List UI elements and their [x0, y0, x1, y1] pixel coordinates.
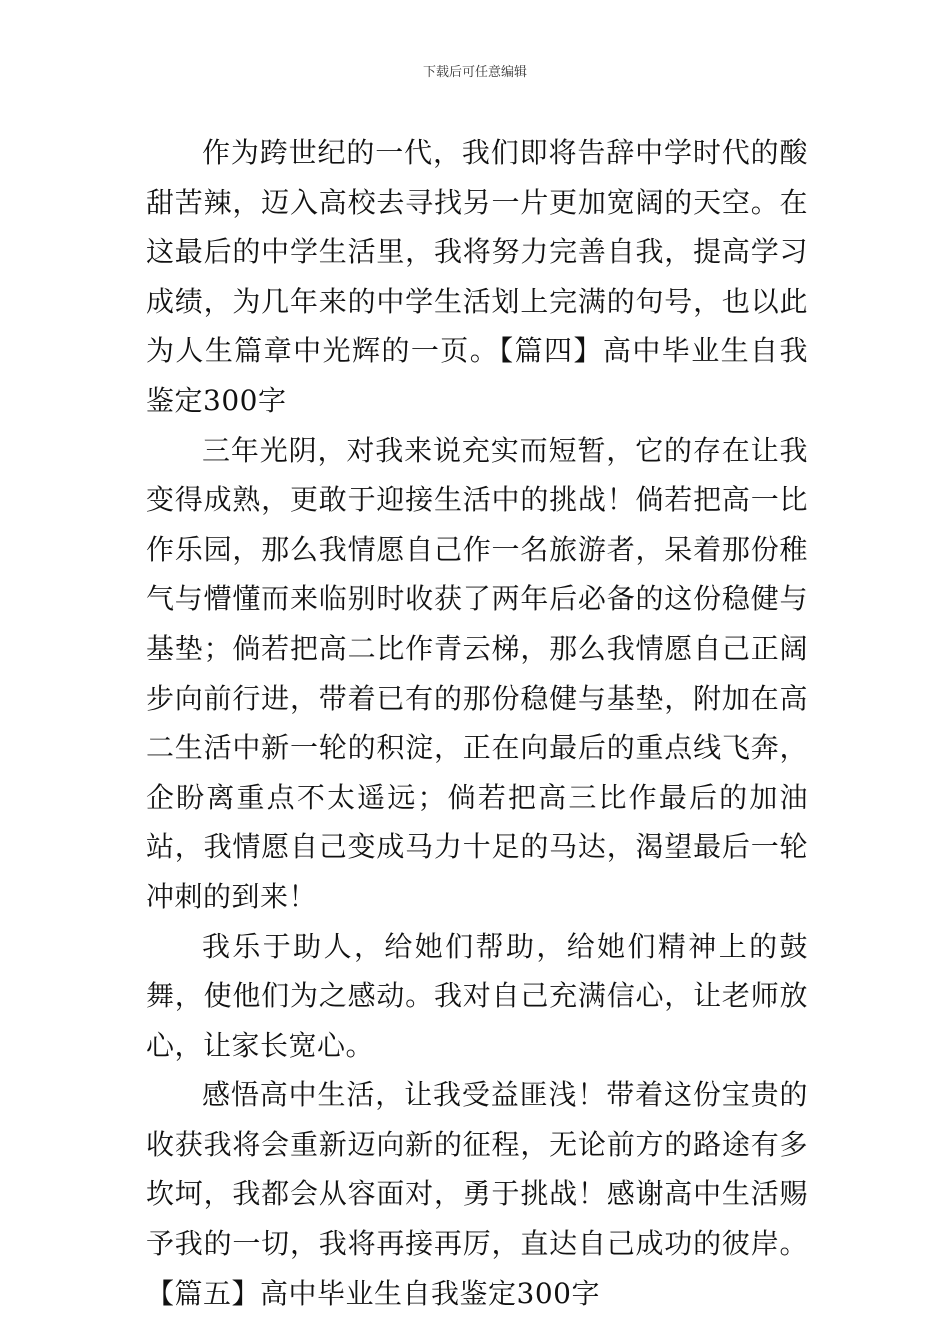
paragraph-4: 感悟高中生活，让我受益匪浅！带着这份宝贵的收获我将会重新迈向新的征程，无论前方的路途有多坎坷，我都会从容面对，勇于挑战！感谢高中生活赐予我的一切，我将再接再厉，直达自己成功的彼岸。【篇五】高中毕业生自我鉴定300字 — [146, 1078, 808, 1310]
paragraph-2: 三年光阴，对我来说充实而短暂，它的存在让我变得成熟，更敢于迎接生活中的挑战！倘若把高一比作乐园，那么我情愿自己作一名旅游者，呆着那份稚气与懵懂而来临别时收获了两年后必备的这份稳健与基垫；倘若把高二比作青云梯，那么我情愿自己正阔步向前行进，带着已有的那份稳健与基垫，附加在高二生活中新一轮的积淀，正在向最后的重点线飞奔，企盼离重点不太遥远；倘若把高三比作最后的加油站，我情愿自己变成马力十足的马达，渴望最后一轮冲刺的到来！ — [146, 433, 808, 913]
paragraph-1: 作为跨世纪的一代，我们即将告辞中学时代的酸甜苦辣，迈入高校去寻找另一片更加宽阔的天空。在这最后的中学生活里，我将努力完善自我，提高学习成绩，为几年来的中学生活划上完满的句号，也以此为人生篇章中光辉的一页。【篇四】高中毕业生自我鉴定300字 — [146, 136, 808, 417]
document-body — [146, 128, 808, 1318]
page-header-note: 下载后可任意编辑 — [422, 65, 527, 80]
paragraph-3: 我乐于助人，给她们帮助，给她们精神上的鼓舞，使他们为之感动。我对自己充满信心，让老师放心，让家长宽心。 — [146, 929, 808, 1062]
